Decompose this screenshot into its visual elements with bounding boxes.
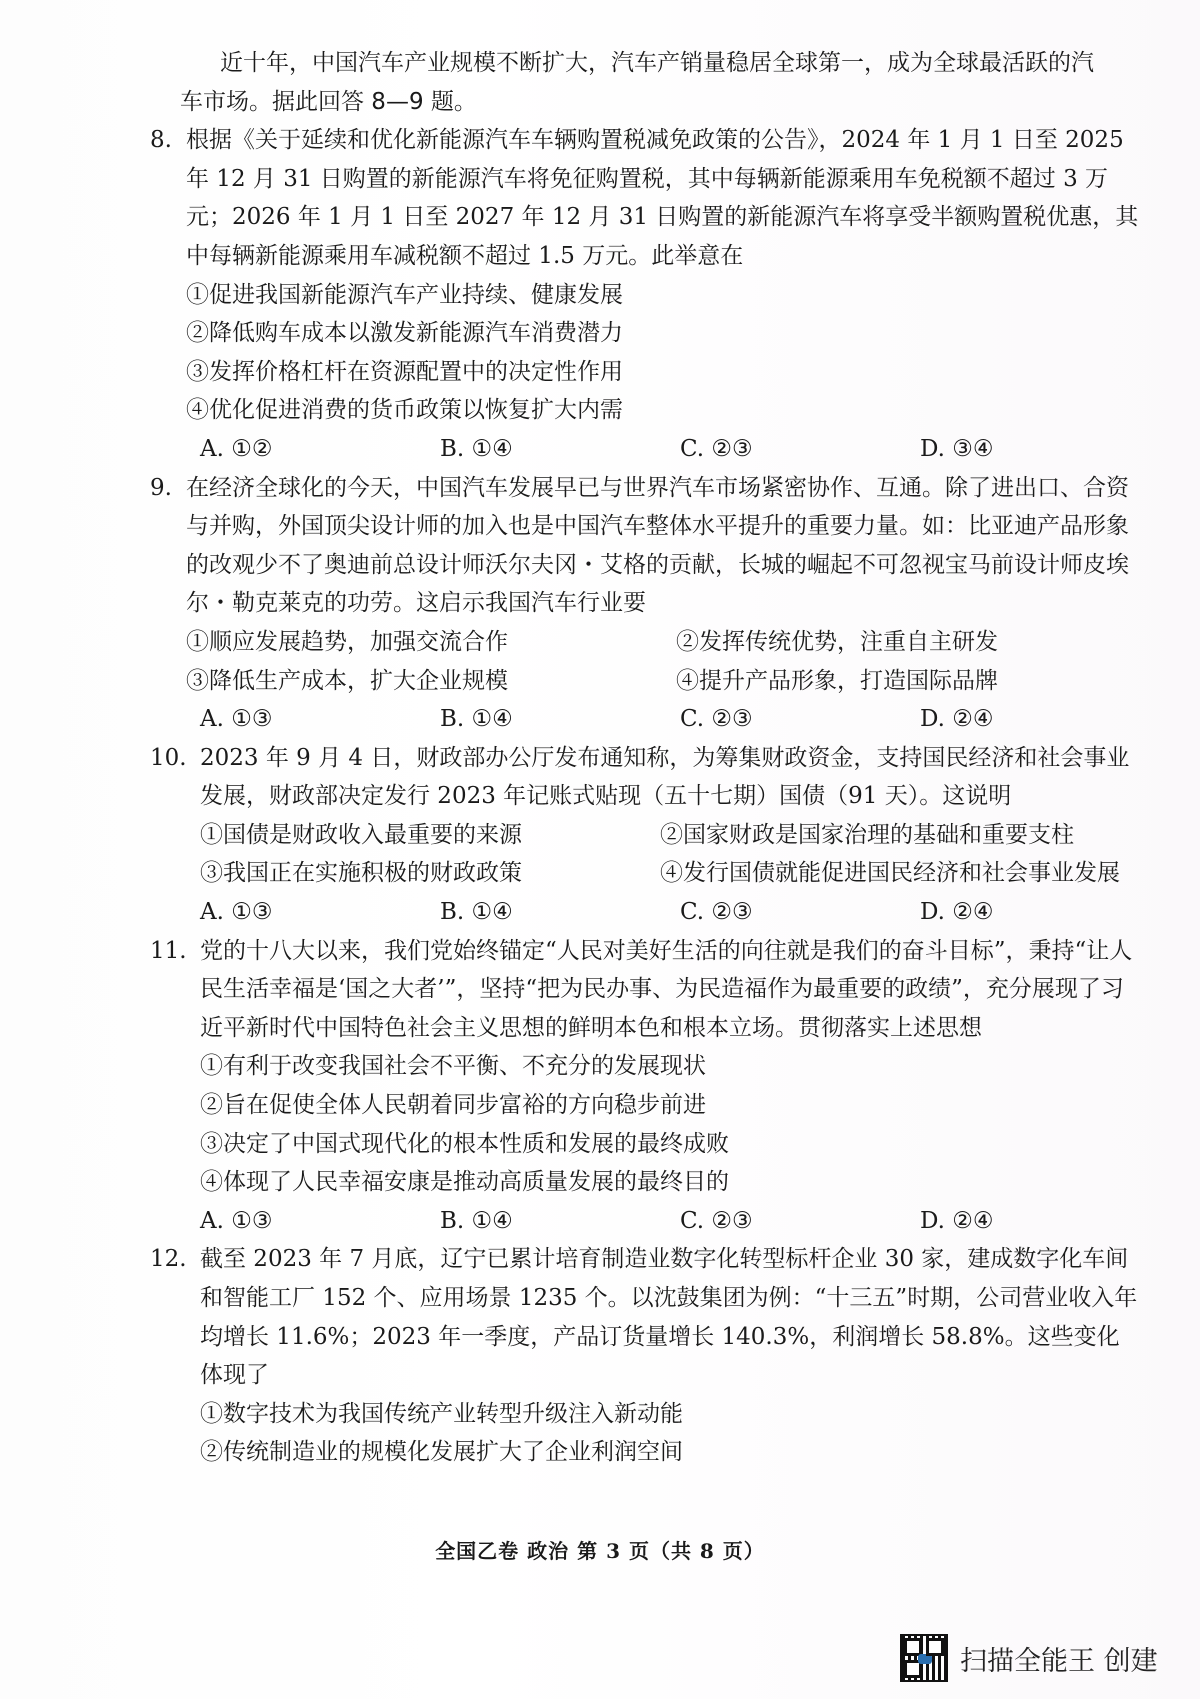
answer-b[interactable]: B. ①④ <box>440 899 513 926</box>
question-8 <box>150 121 1140 468</box>
answer-b[interactable]: B. ①④ <box>440 435 513 462</box>
answer-c[interactable]: C. ②③ <box>680 899 753 926</box>
option-1: ①促进我国新能源汽车产业持续、健康发展 <box>186 281 623 308</box>
intro-line-2: 车市场。据此回答 8—9 题。 <box>180 88 477 115</box>
answer-d[interactable]: D. ②④ <box>920 899 994 926</box>
answer-b[interactable]: B. ①④ <box>440 1207 513 1234</box>
option-4: ④提升产品形象，打造国际品牌 <box>676 667 998 694</box>
option-2: ②降低购车成本以激发新能源汽车消费潜力 <box>186 320 623 347</box>
question-stem: 根据《关于延续和优化新能源汽车车辆购置税减免政策的公告》，2024 年 1 月 1 日至 2025 年 12 月 31 日购置的新能源汽车将免征购置税，其中每辆新能源乘用车免税额不超过 3 万元；2026 年 1 月 1 日至 2027 年 12 月 31 日购置的新能源汽车将享受半额购置税优惠，其中每辆新能源乘用车减税额不超过 1.5 万元。此举意在 <box>186 127 1139 269</box>
question-stem: 在经济全球化的今天，中国汽车发展早已与世界汽车市场紧密协作、互通。除了进出口、合资与并购，外国顶尖设计师的加入也是中国汽车整体水平提升的重要力量。如：比亚迪产品形象的改观少不了奥迪前总设计师沃尔夫冈・艾格的贡献，长城的崛起不可忽视宝马前设计师皮埃尔・勒克莱克的功劳。这启示我国汽车行业要 <box>186 474 1129 617</box>
question-number: 9. <box>150 474 172 501</box>
answer-d[interactable]: D. ②④ <box>920 706 994 733</box>
answer-a[interactable]: A. ①② <box>200 435 273 462</box>
question-number: 8. <box>150 127 172 154</box>
answer-choices <box>200 893 1140 932</box>
answer-b[interactable]: B. ①④ <box>440 706 513 733</box>
answer-a[interactable]: A. ①③ <box>200 1207 273 1234</box>
option-2: ②旨在促使全体人民朝着同步富裕的方向稳步前进 <box>200 1092 706 1119</box>
question-number: 10. <box>150 744 187 771</box>
answer-d[interactable]: D. ②④ <box>920 1207 994 1234</box>
option-1: ①有利于改变我国社会不平衡、不充分的发展现状 <box>200 1053 706 1080</box>
option-3: ③决定了中国式现代化的根本性质和发展的最终成败 <box>200 1130 729 1157</box>
question-11 <box>150 932 1140 1241</box>
option-4: ④优化促进消费的货币政策以恢复扩大内需 <box>186 397 623 424</box>
intro-paragraph <box>150 44 1140 121</box>
option-2: ②传统制造业的规模化发展扩大了企业利润空间 <box>200 1439 683 1466</box>
answer-a[interactable]: A. ①③ <box>200 706 273 733</box>
question-10 <box>150 739 1140 932</box>
question-stem: 截至 2023 年 7 月底，辽宁已累计培育制造业数字化转型标杆企业 30 家，建成数字化车间和智能工厂 152 个、应用场景 1235 个。以沈鼓集团为例：“十三五”时期，公司营业收入年均增长 11.6%；2023 年一季度，产品订货量增长 140.3%，利润增长 58.8%。这些变化体现了 <box>200 1246 1138 1389</box>
option-4: ④体现了人民幸福安康是推动高质量发展的最终目的 <box>200 1169 729 1196</box>
option-1: ①数字技术为我国传统产业转型升级注入新动能 <box>200 1400 683 1427</box>
answer-choices <box>186 430 1140 469</box>
question-12 <box>150 1240 1140 1472</box>
option-3: ③我国正在实施积极的财政政策 <box>200 860 522 887</box>
page-footer: 全国乙卷 政治 第 3 页（共 8 页） <box>435 1539 765 1563</box>
answer-choices <box>186 700 1140 739</box>
question-number: 11. <box>150 937 187 964</box>
answer-a[interactable]: A. ①③ <box>200 899 273 926</box>
answer-choices <box>200 1202 1140 1241</box>
option-1: ①顺应发展趋势，加强交流合作 <box>186 628 508 655</box>
page-content <box>150 44 1140 1472</box>
option-2: ②发挥传统优势，注重自主研发 <box>676 628 998 655</box>
question-stem: 党的十八大以来，我们党始终锚定“人民对美好生活的向往就是我们的奋斗目标”，秉持“让人民生活幸福是‘国之大者’”，坚持“把为民办事、为民造福作为最重要的政绩”，充分展现了习近平新时代中国特色社会主义思想的鲜明本色和根本立场。贯彻落实上述思想 <box>200 937 1133 1041</box>
option-3: ③发挥价格杠杆在资源配置中的决定性作用 <box>186 358 623 385</box>
answer-c[interactable]: C. ②③ <box>680 435 753 462</box>
options-grid <box>200 816 1140 893</box>
qr-code-icon <box>900 1634 948 1682</box>
answer-d[interactable]: D. ③④ <box>920 435 994 462</box>
answer-c[interactable]: C. ②③ <box>680 1207 753 1234</box>
question-9 <box>150 469 1140 739</box>
answer-c[interactable]: C. ②③ <box>680 706 753 733</box>
watermark-text: 扫描全能王 创建 <box>960 1645 1158 1677</box>
scanner-watermark <box>900 1630 1180 1686</box>
options-grid <box>186 623 1140 700</box>
question-stem: 2023 年 9 月 4 日，财政部办公厅发布通知称，为筹集财政资金，支持国民经济和社会事业发展，财政部决定发行 2023 年记账式贴现（五十七期）国债（91 天）。这说明 <box>200 744 1130 810</box>
option-4: ④发行国债就能促进国民经济和社会事业发展 <box>660 860 1120 887</box>
option-2: ②国家财政是国家治理的基础和重要支柱 <box>660 821 1074 848</box>
option-1: ①国债是财政收入最重要的来源 <box>200 821 522 848</box>
question-number: 12. <box>150 1246 187 1273</box>
intro-line-1: 近十年，中国汽车产业规模不断扩大，汽车产销量稳居全球第一，成为全球最活跃的汽 <box>220 50 1094 76</box>
option-3: ③降低生产成本，扩大企业规模 <box>186 667 508 694</box>
